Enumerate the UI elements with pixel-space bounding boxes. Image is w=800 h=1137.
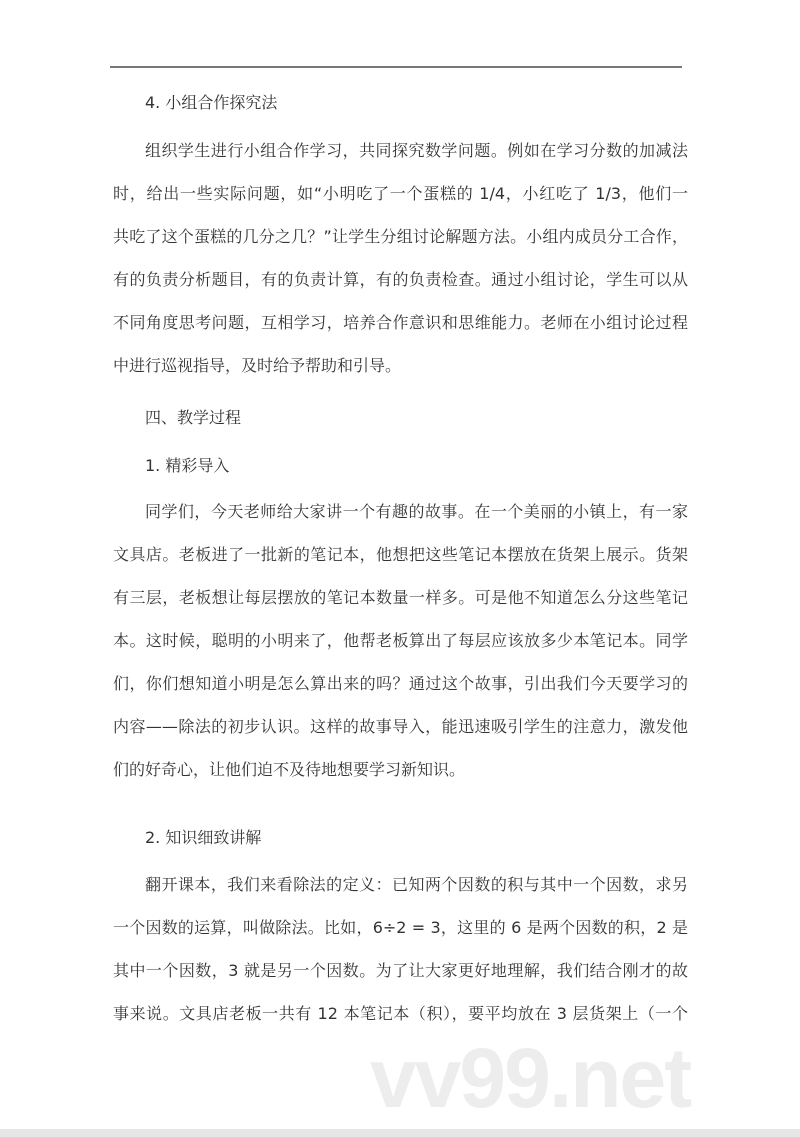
paragraph-line: 内容——除法的初步认识。这样的故事导入，能迅速吸引学生的注意力，激发他 [113, 717, 688, 736]
paragraph-line: 翻开课本，我们来看除法的定义：已知两个因数的积与其中一个因数，求另 [145, 875, 688, 894]
paragraph-line: 组织学生进行小组合作学习，共同探究数学问题。例如在学习分数的加减法 [145, 141, 688, 160]
paragraph-line: 其中一个因数，3 就是另一个因数。为了让大家更好地理解，我们结合刚才的故 [113, 961, 688, 980]
paragraph-line: 时，给出一些实际问题，如“小明吃了一个蛋糕的 1/4，小红吃了 1/3，他们一 [113, 184, 688, 203]
paragraph-line: 有三层，老板想让每层摆放的笔记本数量一样多。可是他不知道怎么分这些笔记 [113, 588, 688, 607]
section-heading: 四、教学过程 [145, 408, 242, 427]
paragraph-line: 们，你们想知道小明是怎么算出来的吗？通过这个故事，引出我们今天要学习的 [113, 674, 688, 693]
paragraph-line: 本。这时候，聪明的小明来了，他帮老板算出了每层应该放多少本笔记本。同学 [113, 631, 688, 650]
paragraph-line: 一个因数的运算，叫做除法。比如，6÷2 = 3，这里的 6 是两个因数的积，2 是 [113, 918, 688, 937]
section-heading: 1. 精彩导入 [145, 456, 230, 475]
header-rule [110, 66, 682, 68]
paragraph-line: 们的好奇心，让他们迫不及待地想要学习新知识。 [113, 760, 466, 779]
watermark: vv99.net [370, 1031, 691, 1125]
paragraph-line: 文具店。老板进了一批新的笔记本，他想把这些笔记本摆放在货架上展示。货架 [113, 545, 688, 564]
paragraph-line: 共吃了这个蛋糕的几分之几？”让学生分组讨论解题方法。小组内成员分工合作， [113, 227, 688, 246]
paragraph-line: 有的负责分析题目，有的负责计算，有的负责检查。通过小组讨论，学生可以从 [113, 270, 688, 289]
page-bottom-edge [0, 1129, 800, 1137]
paragraph-line: 不同角度思考问题，互相学习，培养合作意识和思维能力。老师在小组讨论过程 [113, 313, 688, 332]
paragraph-line: 同学们，今天老师给大家讲一个有趣的故事。在一个美丽的小镇上，有一家 [145, 502, 688, 521]
section-heading: 4. 小组合作探究法 [145, 93, 278, 112]
paragraph-line: 中进行巡视指导，及时给予帮助和引导。 [113, 356, 402, 375]
section-heading: 2. 知识细致讲解 [145, 828, 262, 847]
paragraph-line: 事来说。文具店老板一共有 12 本笔记本（积），要平均放在 3 层货架上（一个 [113, 1004, 688, 1023]
